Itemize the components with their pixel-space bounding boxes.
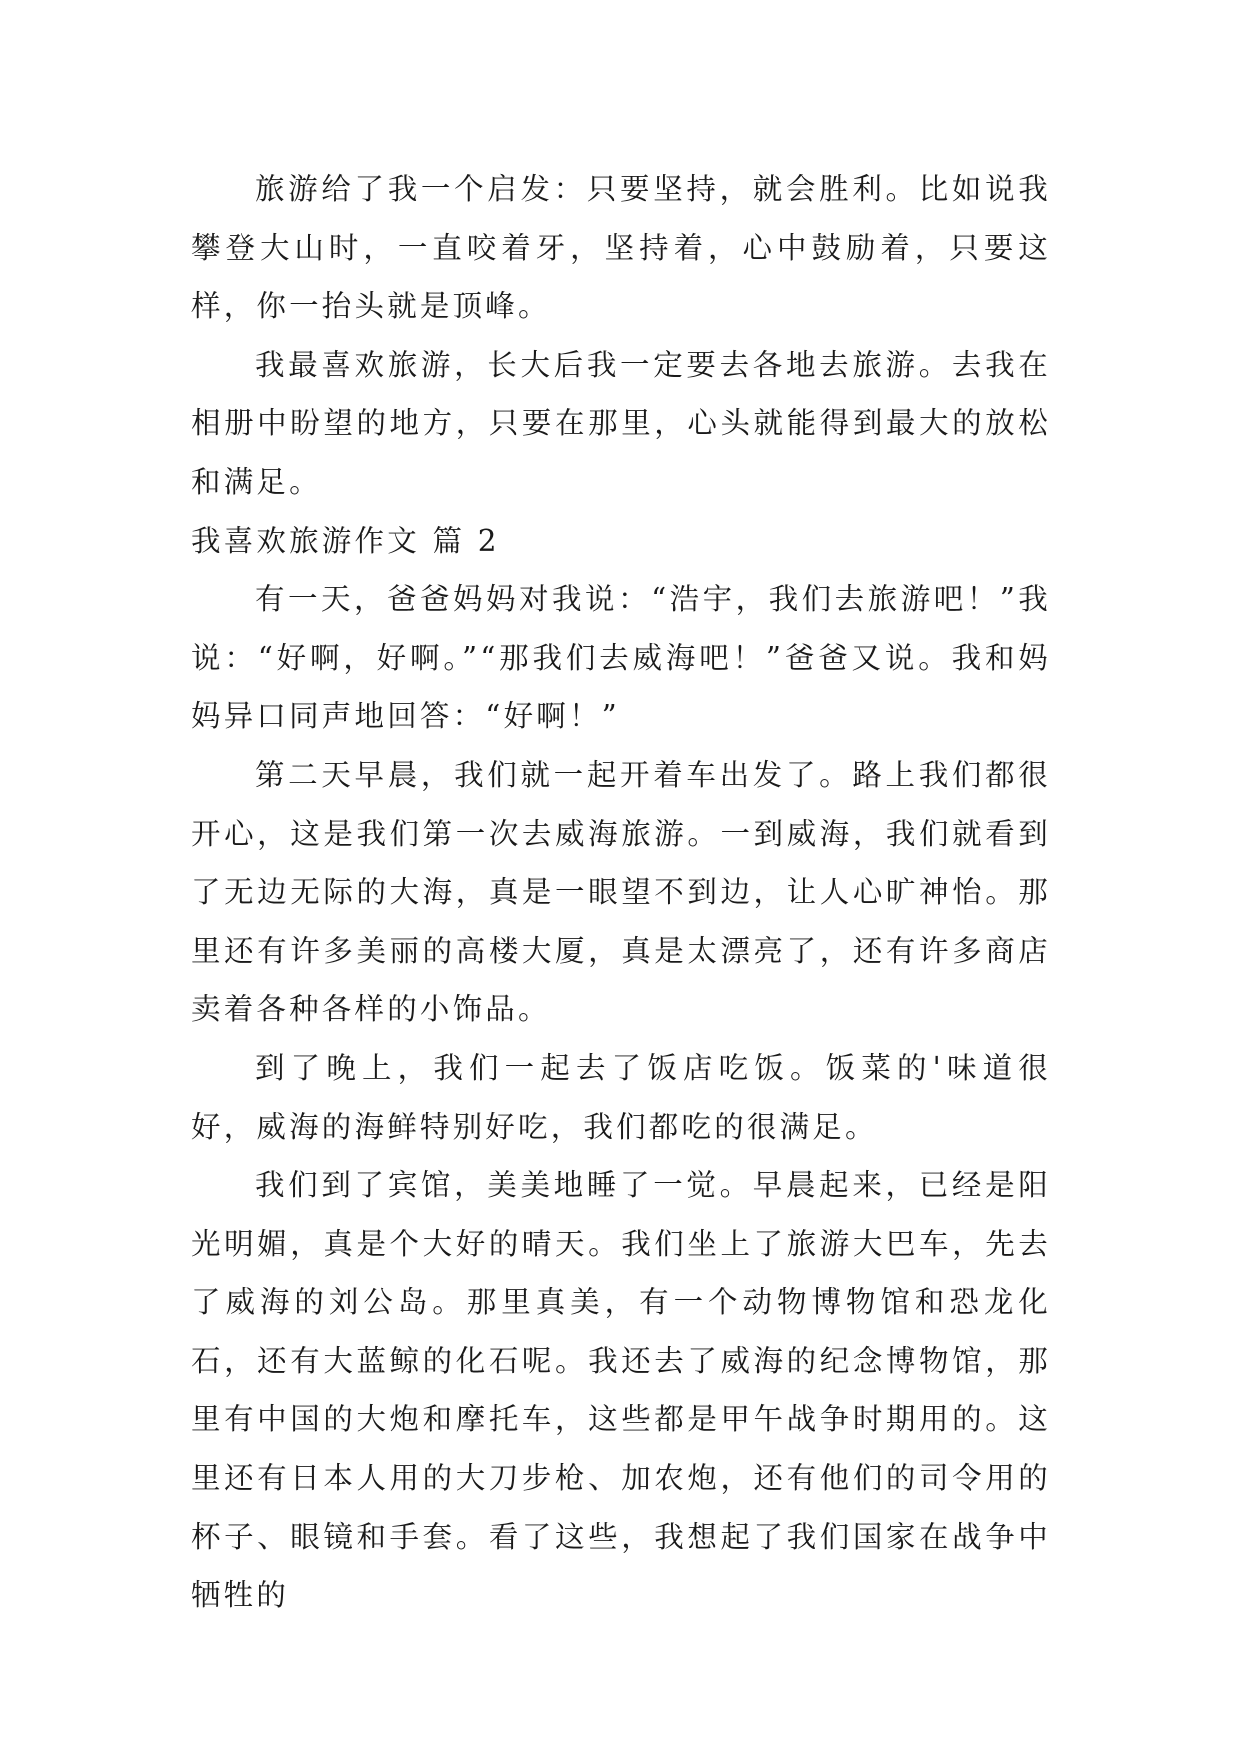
paragraph: 到了晚上，我们一起去了饭店吃饭。饭菜的'味道很好，威海的海鲜特别好吃，我们都吃的很满足。 xyxy=(191,1050,1051,1144)
section-heading: 我喜欢旅游作文 篇 2 xyxy=(191,523,500,558)
paragraph: 有一天，爸爸妈妈对我说：“浩宇，我们去旅游吧！”我说：“好啊，好啊。”“那我们去威海吧！”爸爸又说。我和妈妈异口同声地回答：“好啊！” xyxy=(191,582,1051,734)
paragraph: 旅游给了我一个启发：只要坚持，就会胜利。比如说我攀登大山时，一直咬着牙，坚持着，心中鼓励着，只要这样，你一抬头就是顶峰。 xyxy=(191,172,1051,324)
paragraph: 第二天早晨，我们就一起开着车出发了。路上我们都很开心，这是我们第一次去威海旅游。一到威海，我们就看到了无边无际的大海，真是一眼望不到边，让人心旷神怡。那里还有许多美丽的高楼大厦，真是太漂亮了，还有许多商店卖着各种各样的小饰品。 xyxy=(191,757,1051,1027)
paragraph: 我最喜欢旅游，长大后我一定要去各地去旅游。去我在相册中盼望的地方，只要在那里，心头就能得到最大的放松和满足。 xyxy=(191,347,1051,499)
document-body xyxy=(191,160,1051,1625)
paragraph: 我们到了宾馆，美美地睡了一觉。早晨起来，已经是阳光明媚，真是个大好的晴天。我们坐上了旅游大巴车，先去了威海的刘公岛。那里真美，有一个动物博物馆和恐龙化石，还有大蓝鲸的化石呢。我还去了威海的纪念博物馆，那里有中国的大炮和摩托车，这些都是甲午战争时期用的。这里还有日本人用的大刀步枪、加农炮，还有他们的司令用的杯子、眼镜和手套。看了这些，我想起了我们国家在战争中牺牲的 xyxy=(191,1168,1051,1613)
